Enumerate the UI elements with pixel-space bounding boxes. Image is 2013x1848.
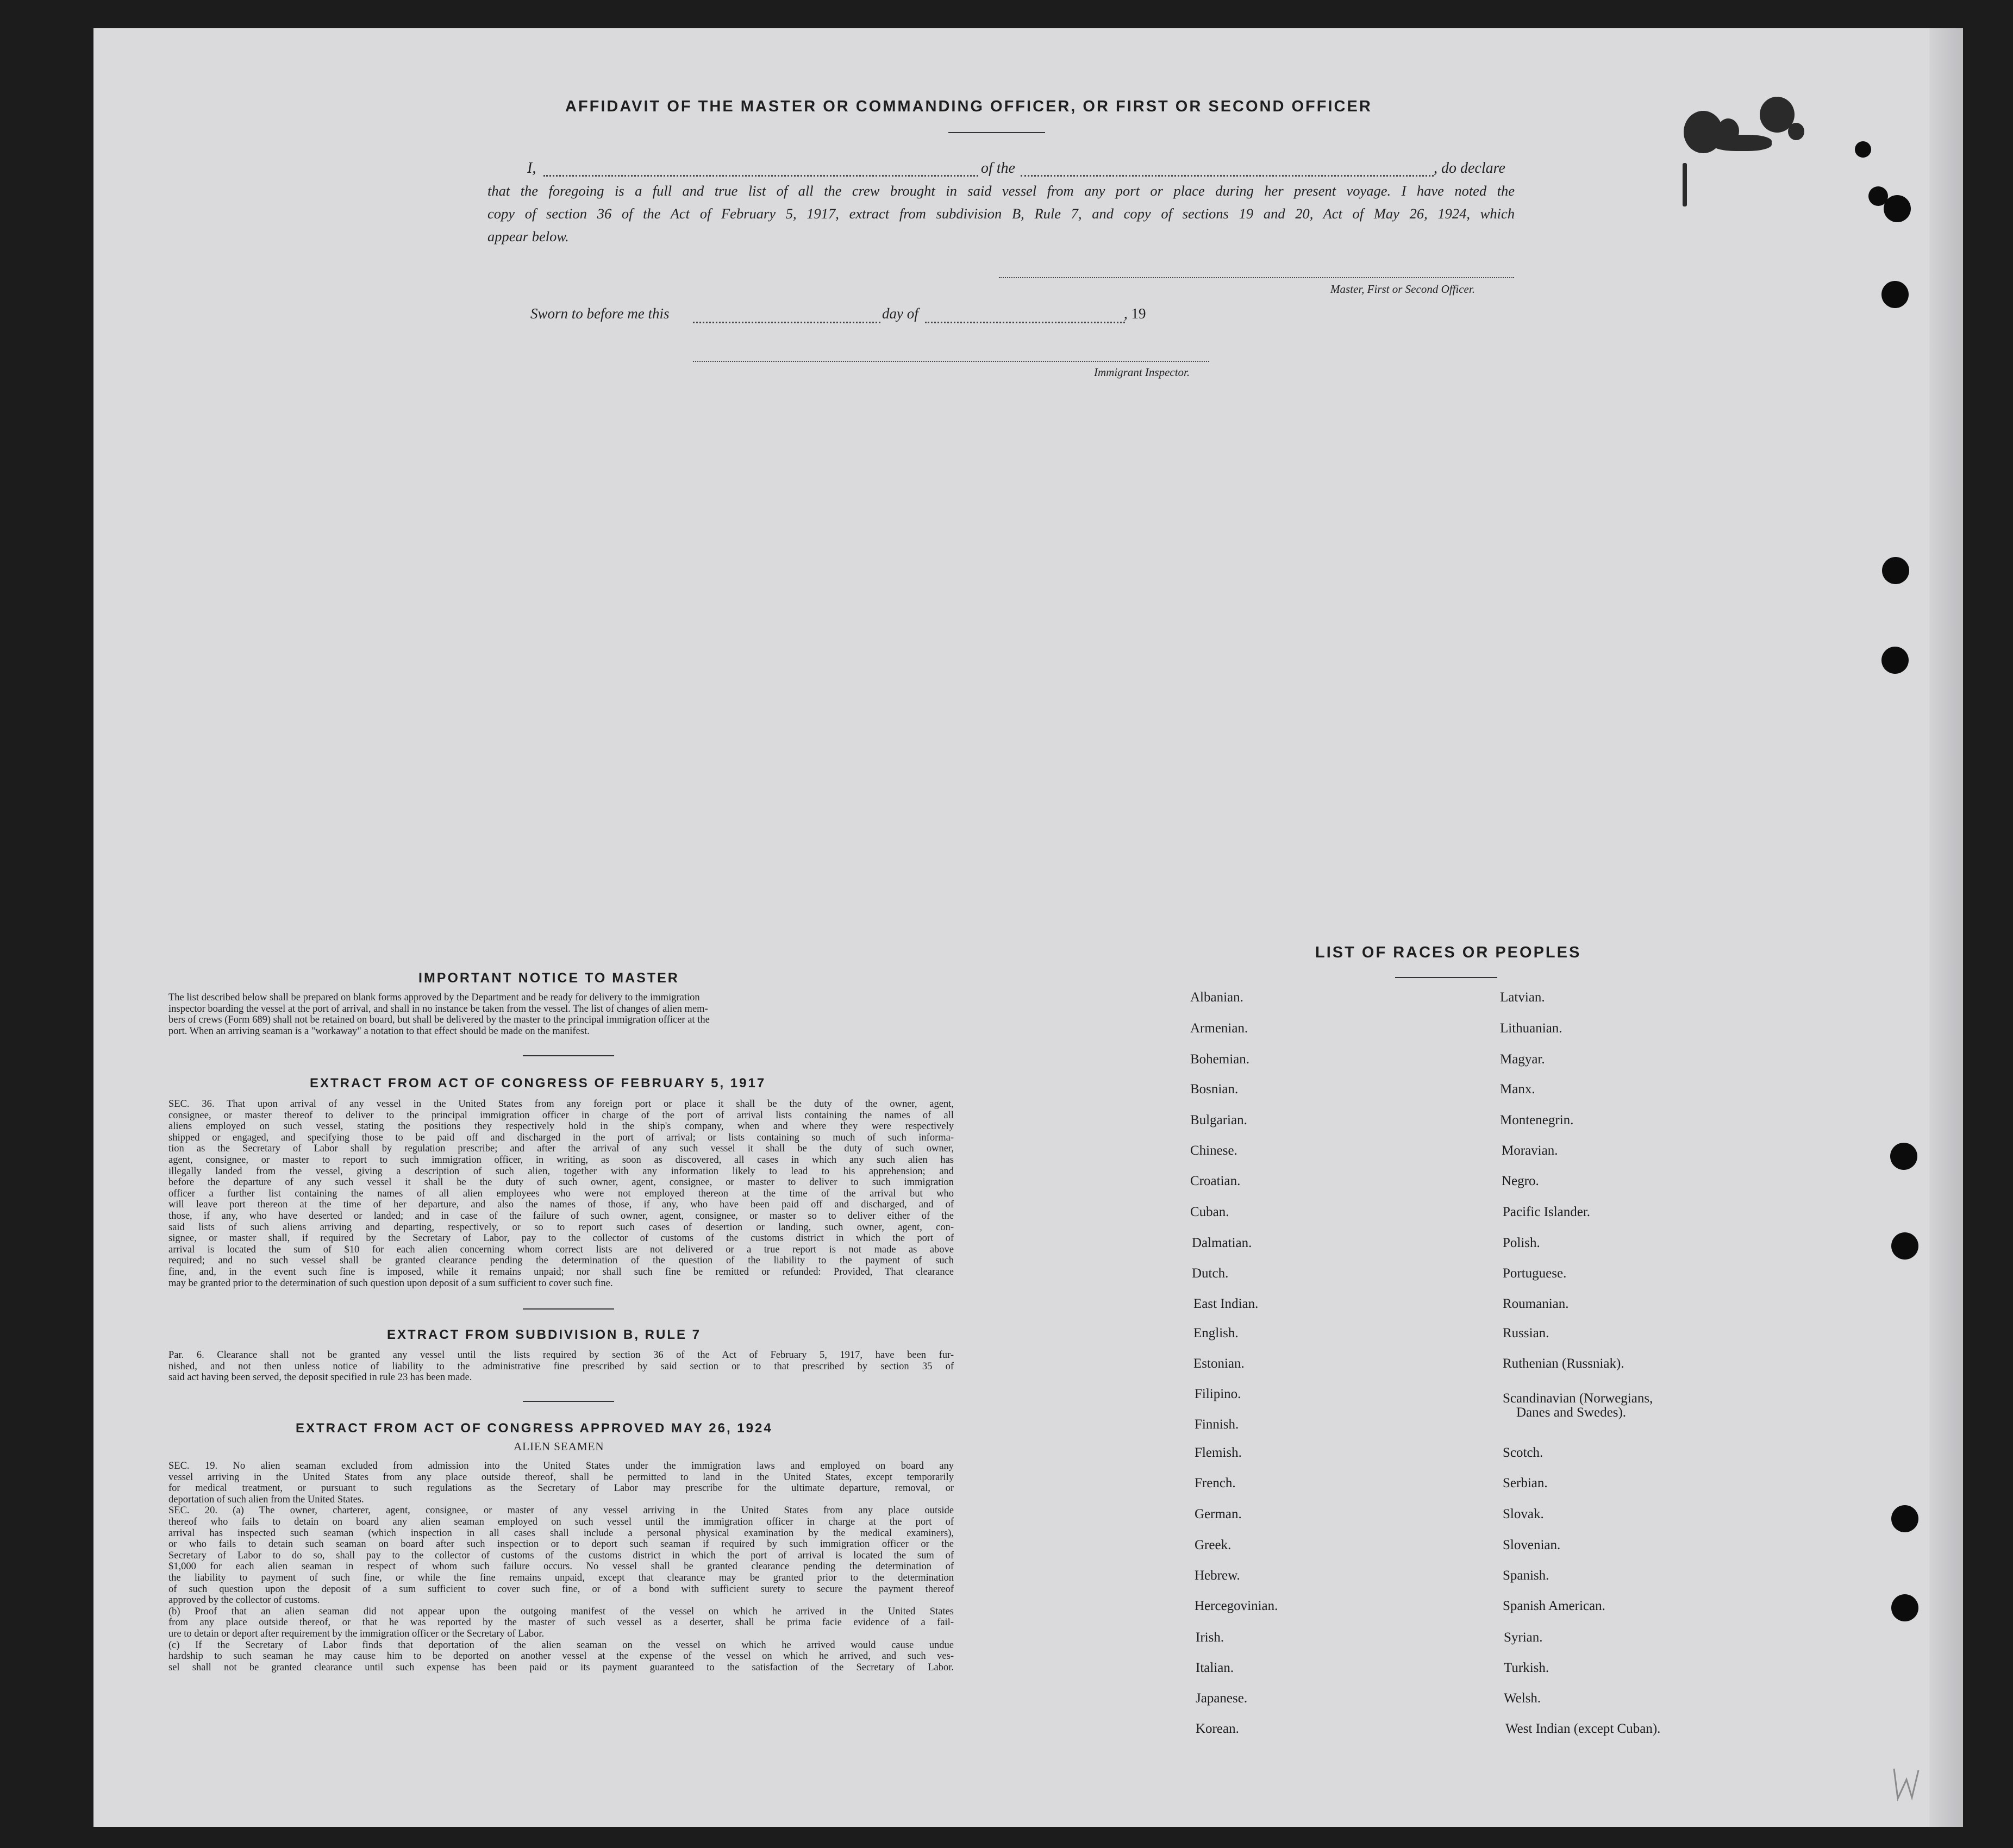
extract-1924-line: hardship to such seaman he may cause him to be deported on another vessel at the expense of the vessel on which he arrived, and such ves- — [168, 1651, 954, 1662]
section-divider — [523, 1055, 614, 1056]
race-item: Spanish American. — [1503, 1599, 1605, 1613]
race-item: Roumanian. — [1503, 1296, 1569, 1311]
extract-1917-line: agent, consignee, or master to report to such immigration officer, in writing, as soon as discovered, all cases in which any such alien has — [168, 1154, 954, 1166]
extract-1917-body — [168, 1099, 954, 1289]
race-item: Flemish. — [1195, 1445, 1242, 1460]
rule7-line: Par. 6. Clearance shall not be granted any vessel until the lists required by section 36 of the Act of February 5, 1917, have been fur- — [168, 1350, 954, 1361]
race-item: Montenegrin. — [1500, 1113, 1574, 1127]
extract-1917-line: required; and no such vessel shall be granted clearance pending the determination of the question of the liability to the payment of such — [168, 1255, 954, 1267]
extract-1924-line: deportation of such alien from the United States. — [168, 1494, 364, 1505]
notice-line: bers of crews (Form 689) shall not be retained on board, but shall be delivered by the master to the principal immigration officer at the — [168, 1014, 710, 1026]
race-item: Estonian. — [1193, 1356, 1245, 1371]
notice-line: The list described below shall be prepared on blank forms approved by the Department and be ready for delivery to the immigration — [168, 992, 700, 1003]
extract-1924-line: sel shall not be granted clearance until such expense has been paid or its payment guaranteed to the satisfaction of the Secretary of Labor. — [168, 1662, 954, 1673]
extract-1924-line: from any place outside thereof, or that he was reported by the master of such vessel as a deserter, shall be prima facie evidence of a fail- — [168, 1617, 954, 1628]
extract-1917-line: officer a further list containing the names of all alien employees who were not employed thereon at the time of the arrival but who — [168, 1188, 954, 1199]
punch-hole — [1890, 1143, 1917, 1170]
ink-stain — [1788, 123, 1804, 140]
punch-hole — [1868, 186, 1888, 206]
race-item: Russian. — [1503, 1326, 1549, 1340]
extract-1917-line: those, if any, who have deserted or landed; and in case of the failure of such owner, agent, consignee, or master so to deliver either of the — [168, 1210, 954, 1221]
extract-1924-line: or who fails to detain such seaman on board after such inspection or to deport such seaman if required by such immigration officer or the — [168, 1539, 954, 1550]
extract-1917-line: consignee, or master thereof to deliver to the principal immigration officer in charge of the port of arrival lists containing the names of all — [168, 1110, 954, 1121]
affidavit-title: AFFIDAVIT OF THE MASTER OR COMMANDING OFFICER, OR FIRST OR SECOND OFFICER — [565, 98, 1372, 115]
punch-hole — [1891, 1594, 1918, 1621]
race-item: Greek. — [1195, 1538, 1231, 1552]
inspector-label: Immigrant Inspector. — [1094, 366, 1190, 379]
sworn-label: Sworn to before me this — [530, 305, 670, 322]
race-item: French. — [1195, 1476, 1236, 1490]
notice-body — [168, 992, 954, 1037]
extract-1924-line: approved by the collector of customs. — [168, 1595, 320, 1606]
extract-1924-subtitle: ALIEN SEAMEN — [514, 1440, 604, 1453]
race-item: West Indian (except Cuban). — [1505, 1721, 1661, 1736]
race-item: Magyar. — [1500, 1052, 1545, 1067]
affidavit-of-the-label: of the — [981, 160, 1015, 177]
extract-1924-line: thereof who fails to detain on board any alien seaman employed on such vessel until the immigration officer in charge at the port of — [168, 1516, 954, 1527]
race-item: Slovak. — [1503, 1507, 1544, 1521]
sworn-day-field[interactable] — [693, 322, 880, 323]
race-item: Scandinavian (Norwegians, — [1503, 1391, 1653, 1406]
section-divider — [523, 1401, 614, 1402]
race-item: Turkish. — [1504, 1661, 1549, 1675]
master-signature-line[interactable] — [999, 277, 1514, 278]
vessel-name-field[interactable] — [1021, 175, 1434, 177]
affidavit-statement-line-3: appear below. — [487, 228, 569, 245]
notice-title: IMPORTANT NOTICE TO MASTER — [418, 970, 679, 986]
punch-hole — [1882, 557, 1909, 584]
extract-rule7-title: EXTRACT FROM SUBDIVISION B, RULE 7 — [387, 1327, 702, 1342]
rule7-line: nished, and not then unless notice of liability to the administrative fine prescribed by said section or to that prescribed by section 35 of — [168, 1361, 954, 1372]
race-item: Bulgarian. — [1190, 1113, 1247, 1127]
race-item: Serbian. — [1503, 1476, 1548, 1490]
extract-1924-line: $1,000 for each alien seaman in respect of whom such failure occurs. No vessel shall be granted clearance pending the determination of — [168, 1561, 954, 1573]
punch-hole — [1884, 195, 1911, 222]
punch-hole — [1891, 1505, 1918, 1532]
extract-1917-line: may be granted prior to the determination of such question upon deposit of a sum sufficient to cover such fine. — [168, 1277, 613, 1289]
race-item: Moravian. — [1502, 1143, 1558, 1158]
race-item: Latvian. — [1500, 990, 1545, 1005]
extract-1917-line: aliens employed on such vessel, stating the positions they respectively hold in the ship's company, when and where they were respectively — [168, 1121, 954, 1132]
race-item: Slovenian. — [1503, 1538, 1561, 1552]
race-item: Ruthenian (Russniak). — [1503, 1356, 1624, 1371]
extract-1924-line: (b) Proof that an alien seaman did not appear upon the outgoing manifest of the vessel on which he arrived in the United States — [168, 1606, 954, 1617]
race-item: Negro. — [1502, 1174, 1539, 1188]
race-item: Welsh. — [1504, 1691, 1541, 1706]
extract-1924-line: Secretary of Labor to do so, shall pay to the collector of customs of the customs district in which the port of arrival is located the sum of — [168, 1550, 954, 1561]
extract-1917-line: shipped or engaged, and specifying those to be paid off and discharged in the port of arrival; or lists containing so much of such informa- — [168, 1132, 954, 1143]
race-item: Albanian. — [1190, 990, 1243, 1005]
race-item: Hebrew. — [1195, 1568, 1240, 1583]
affidavit-statement-line-1: that the foregoing is a full and true list of all the crew brought in said vessel from any port or place during her present voyage. I have noted the — [487, 183, 1515, 199]
race-item: Irish. — [1196, 1630, 1224, 1645]
affidavit-i-label: I, — [527, 160, 536, 177]
extract-1917-line: illegally landed from the vessel, giving a description of such alien, together with any information likely to lead to his apprehension; and — [168, 1166, 954, 1177]
affidavit-do-declare-label: , do declare — [1434, 160, 1505, 177]
extract-1924-body — [168, 1461, 954, 1673]
master-signature-label: Master, First or Second Officer. — [1330, 283, 1475, 296]
race-item: Syrian. — [1504, 1630, 1543, 1645]
races-title: LIST OF RACES OR PEOPLES — [1315, 944, 1581, 961]
ink-stain — [1712, 135, 1772, 151]
race-item: Pacific Islander. — [1503, 1205, 1591, 1219]
extract-1917-line: said lists of such aliens arriving and departing, respectively, or so to report such cases of desertion or landing, such owner, agent, con- — [168, 1221, 954, 1233]
race-item: Japanese. — [1196, 1691, 1248, 1706]
section-divider — [523, 1308, 614, 1310]
race-item: Danes and Swedes). — [1516, 1405, 1627, 1420]
races-title-rule — [1395, 977, 1497, 978]
race-item: Chinese. — [1190, 1143, 1237, 1158]
race-item: Scotch. — [1503, 1445, 1543, 1460]
extract-1924-line: vessel arriving in the United States from any place outside thereof, shall be permitted to land in the United States, except temporarily — [168, 1471, 954, 1483]
sworn-day-of-label: day of — [882, 305, 918, 322]
extract-1924-line: SEC. 19. No alien seaman excluded from admission into the United States under the immigration laws and employed on board any — [168, 1461, 954, 1471]
extract-1924-line: for medical treatment, or pursuant to such regulations as the Secretary of Labor may prescribe for the ultimate departure, removal, or — [168, 1483, 954, 1494]
pencil-mark — [1891, 1766, 1924, 1804]
race-item: Bosnian. — [1190, 1082, 1239, 1097]
notice-line: port. When an arriving seaman is a "workaway" a notation to that effect should be made on the manifest. — [168, 1025, 590, 1037]
punch-hole — [1881, 647, 1909, 674]
race-item: Lithuanian. — [1500, 1021, 1562, 1036]
race-item: Cuban. — [1190, 1205, 1229, 1219]
race-item: Spanish. — [1503, 1568, 1549, 1583]
punch-hole — [1855, 141, 1871, 158]
race-item: English. — [1193, 1326, 1239, 1340]
sworn-month-field[interactable] — [925, 322, 1125, 323]
rule7-line: said act having been served, the deposit specified in rule 23 has been made. — [168, 1372, 472, 1383]
race-item: Portuguese. — [1503, 1266, 1567, 1281]
page-edge-shadow — [1929, 28, 1963, 1827]
extract-1917-line: tion as the Secretary of Labor shall by regulation prescribe; and after the arrival of any such vessel it shall be the duty of such owner, — [168, 1143, 954, 1155]
affidavit-statement-line-2: copy of section 36 of the Act of February 5, 1917, extract from subdivision B, Rule 7, and copy of sections 19 and 20, Act of May 26, 1924, which — [487, 205, 1515, 222]
extract-rule7-body — [168, 1350, 954, 1383]
race-item: Dalmatian. — [1192, 1236, 1252, 1250]
race-item: Korean. — [1196, 1721, 1239, 1736]
extract-1924-line: arrival has inspected such seaman (which inspection in all cases shall include a personal physical examination by the medical examiners), — [168, 1527, 954, 1539]
race-item: Dutch. — [1192, 1266, 1229, 1281]
extract-1924-line: (c) If the Secretary of Labor finds that deportation of the alien seaman on the vessel on which he arrived would cause undue — [168, 1639, 954, 1651]
affidavit-title-rule — [948, 132, 1045, 133]
punch-hole — [1891, 1232, 1918, 1260]
sworn-year-label: , 19 — [1124, 305, 1146, 322]
extract-1924-title: EXTRACT FROM ACT OF CONGRESS APPROVED MAY 26, 1924 — [296, 1421, 773, 1436]
extract-1924-line: of such question upon the deposit of a sum sufficient to cover such fine, or of a bond with sufficient surety to secure the payment thereof — [168, 1583, 954, 1595]
race-item: German. — [1195, 1507, 1242, 1521]
extract-1917-line: arrival is located the sum of $10 for each alien concerning whom correct lists are not delivered or a true report is not made as above — [168, 1244, 954, 1255]
punch-hole — [1881, 281, 1909, 308]
extract-1917-title: EXTRACT FROM ACT OF CONGRESS OF FEBRUARY 5, 1917 — [310, 1076, 766, 1091]
race-item: Hercegovinian. — [1195, 1599, 1278, 1613]
extract-1924-line: SEC. 20. (a) The owner, charterer, agent, consignee, or master of any vessel arriving in the United States from any place outside — [168, 1505, 954, 1517]
extract-1924-line: ure to detain or deport after requirement by the immigration officer or the Secretary of Labor. — [168, 1628, 545, 1639]
extract-1917-line: before the departure of any such vessel it shall be the duty of such owner, agent, consignee, or master to deliver to such immigration — [168, 1177, 954, 1188]
race-item: Finnish. — [1195, 1417, 1239, 1432]
race-item: Manx. — [1500, 1082, 1535, 1097]
race-item: Bohemian. — [1190, 1052, 1250, 1067]
race-item: Croatian. — [1190, 1174, 1241, 1188]
ink-stain — [1683, 163, 1687, 206]
extract-1924-line: the liability to payment of such fine, or while the fine remains unpaid, except that clearance may be granted prior to the determination — [168, 1572, 954, 1583]
extract-1917-line: will leave port thereon at the time of her departure, and also the names of those, if any, who have been paid off and discharged, and of — [168, 1199, 954, 1211]
race-item: Armenian. — [1190, 1021, 1248, 1036]
race-item: East Indian. — [1193, 1296, 1259, 1311]
extract-1917-line: fine, and, in the event such fine is imposed, while it remains unpaid; nor shall such fine be remitted or refunded: Provided, That clearance — [168, 1266, 954, 1277]
inspector-signature-line[interactable] — [693, 361, 1209, 362]
notice-line: inspector boarding the vessel at the port of arrival, and shall in no instance be taken from the vessel. The list of changes of alien mem- — [168, 1003, 708, 1014]
race-item: Filipino. — [1195, 1387, 1241, 1401]
race-item: Polish. — [1503, 1236, 1540, 1250]
extract-1917-line: signee, or master shall, if required by the Secretary of Labor, pay to the collector of customs of the customs district in which the port of — [168, 1233, 954, 1244]
race-item: Italian. — [1196, 1661, 1234, 1675]
extract-1917-line: SEC. 36. That upon arrival of any vessel in the United States from any foreign port or place it shall be the duty of the owner, agent, — [168, 1099, 954, 1110]
master-name-field[interactable] — [543, 175, 978, 177]
